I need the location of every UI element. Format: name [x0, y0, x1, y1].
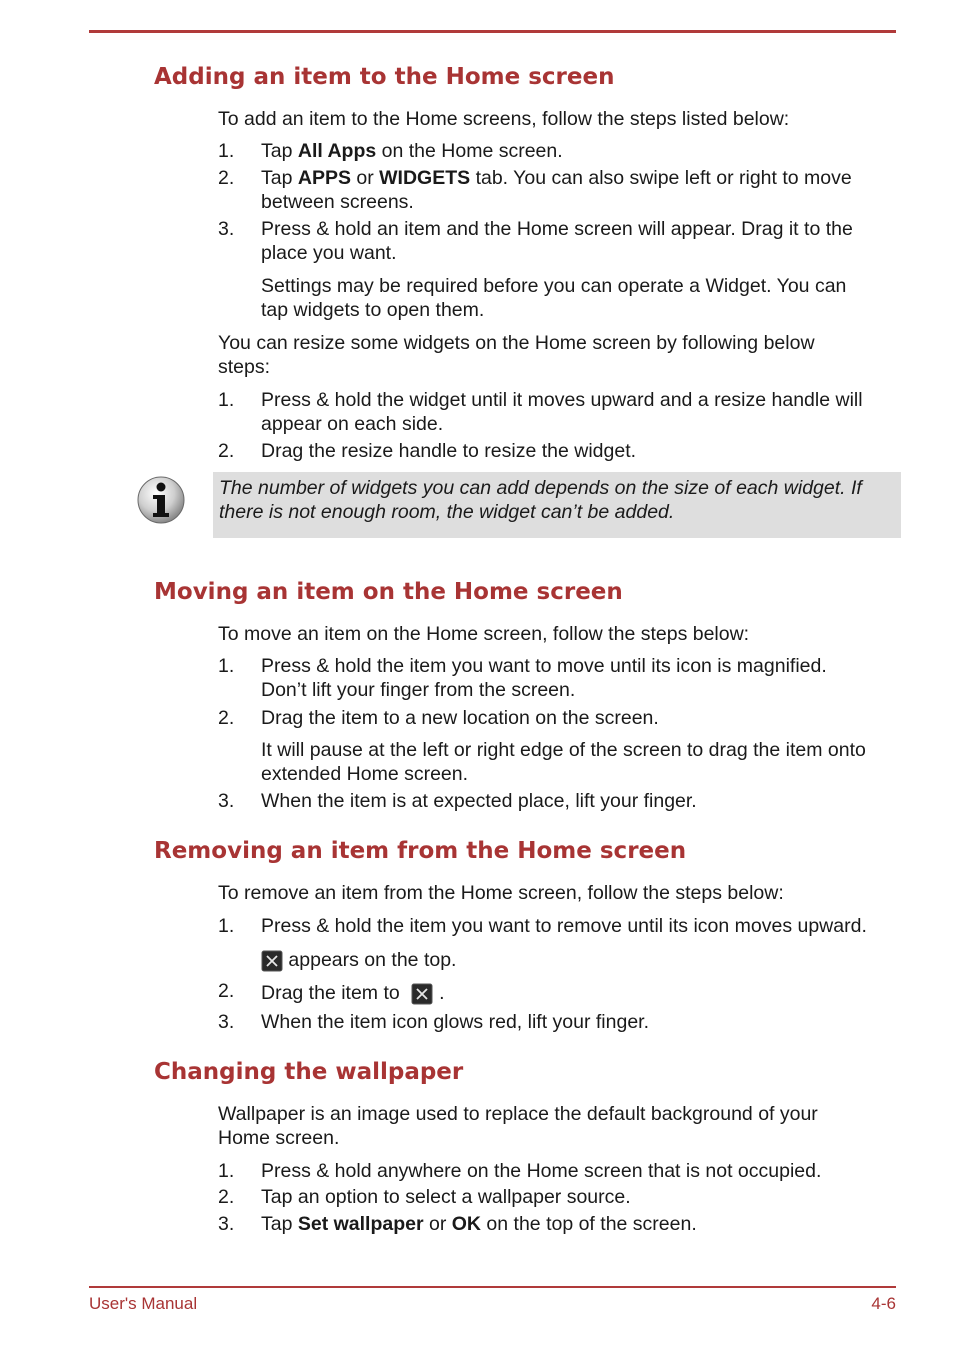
moving-intro: To move an item on the Home screen, follow the steps below:: [218, 623, 750, 645]
remove-x-icon: [261, 950, 283, 972]
step-number: 1.: [218, 140, 235, 162]
step-number: 2.: [218, 440, 235, 462]
step-number: 3.: [218, 218, 235, 240]
note-line: there is not enough room, the widget can’t be added.: [219, 501, 675, 523]
step-text: Tap APPS or WIDGETS tab. You can also swipe left or right to move between screens.: [261, 167, 852, 213]
step-text: Press & hold an item and the Home screen will appear. Drag it to the place you want.: [261, 218, 853, 264]
step-text: Press & hold the item you want to remove until its icon moves upward.: [261, 915, 867, 937]
step-text: Tap Set wallpaper or OK on the top of the screen.: [261, 1213, 697, 1235]
step-text: Drag the resize handle to resize the widget.: [261, 440, 637, 462]
top-rule: [89, 30, 896, 33]
remove-x-icon: [411, 983, 433, 1005]
wallpaper-intro: Wallpaper is an image used to replace the default background of your Home screen.: [218, 1103, 818, 1149]
step-number: 2.: [218, 707, 235, 729]
heading-wallpaper: Changing the wallpaper: [154, 1059, 464, 1085]
step-text: When the item is at expected place, lift your finger.: [261, 790, 697, 812]
step-number: 2.: [218, 980, 235, 1002]
note-line: The number of widgets you can add depends on the size of each widget. If: [219, 477, 862, 499]
step-number: 3.: [218, 1011, 235, 1033]
step-number: 1.: [218, 915, 235, 937]
step-text: Tap All Apps on the Home screen.: [261, 140, 563, 162]
step-text: Press & hold the item you want to move until its icon is magnified. Don’t lift your finger from the screen.: [261, 655, 827, 701]
adding-intro: To add an item to the Home screens, follow the steps listed below:: [218, 108, 790, 130]
step-text: Press & hold anywhere on the Home screen that is not occupied.: [261, 1160, 822, 1182]
bottom-rule: [89, 1286, 896, 1288]
removing-step-1-note: appears on the top.: [261, 948, 901, 972]
step-number: 1.: [218, 655, 235, 677]
step-number: 3.: [218, 790, 235, 812]
footer-page-number: 4-6: [871, 1294, 896, 1313]
moving-step-2-note: It will pause at the left or right edge of the screen to drag the item onto extended Home screen.: [261, 739, 866, 785]
adding-step-3-note: Settings may be required before you can operate a Widget. You can tap widgets to open them.: [261, 275, 847, 321]
step-number: 1.: [218, 389, 235, 411]
step-number: 2.: [218, 167, 235, 189]
step-text: Tap an option to select a wallpaper source.: [261, 1186, 631, 1208]
step-text: When the item icon glows red, lift your finger.: [261, 1011, 650, 1033]
info-icon: [136, 475, 186, 525]
step-text: Press & hold the widget until it moves upward and a resize handle will appear on each side.: [261, 389, 863, 435]
heading-removing: Removing an item from the Home screen: [154, 838, 687, 864]
heading-adding: Adding an item to the Home screen: [154, 64, 615, 90]
removing-intro: To remove an item from the Home screen, follow the steps below:: [218, 882, 784, 904]
note-box: [213, 472, 901, 538]
step-number: 3.: [218, 1213, 235, 1235]
step-text: Drag the item to .: [261, 982, 445, 1004]
resize-intro: You can resize some widgets on the Home screen by following below steps:: [218, 332, 815, 378]
footer-manual-title: User's Manual: [89, 1294, 198, 1313]
step-number: 2.: [218, 1186, 235, 1208]
heading-moving: Moving an item on the Home screen: [154, 579, 623, 605]
step-number: 1.: [218, 1160, 235, 1182]
step-text: Drag the item to a new location on the screen.: [261, 707, 659, 729]
